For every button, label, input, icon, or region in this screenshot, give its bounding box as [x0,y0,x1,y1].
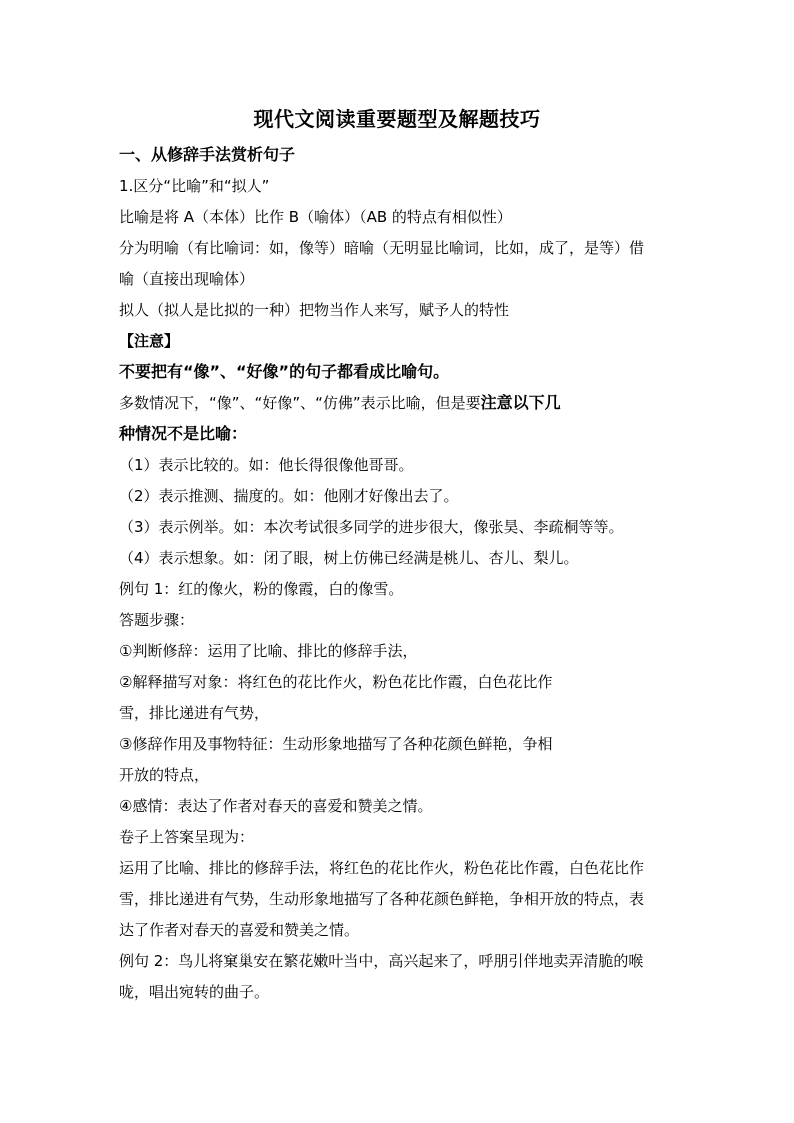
note-bold-statement: 不要把有“像”、“好像”的句子都看成比喻句。 [119,362,450,381]
paragraph-majority-text: 多数情况下，“像”、“好像”、“仿佛”表示比喻，但是要 [119,394,481,412]
step-2-line1: ②解释描写对象：将红色的花比作火，粉色花比作霞，白色花比作 [119,673,553,691]
answer-line-3: 达了作者对春天的喜爱和赞美之情。 [119,921,360,939]
paragraph-metaphor-types-line2: 喻（直接出现喻体） [119,270,255,288]
subsection-heading: 1.区分“比喻”和“拟人” [119,177,270,195]
paragraph-majority-emphasis: 注意以下几 [480,393,561,412]
case-item-2: （2）表示推测、揣度的。如：他刚才好像出去了。 [119,487,459,505]
case-item-1: （1）表示比较的。如：他长得很像他哥哥。 [119,456,414,474]
example-sentence-1: 例句 1：红的像火，粉的像霞，白的像雪。 [119,580,404,598]
answer-steps-label: 答题步骤： [119,611,195,629]
note-label: 【注意】 [119,332,180,350]
example-sentence-2-line1: 例句 2：鸟儿将窠巢安在繁花嫩叶当中，高兴起来了，呼朋引伴地卖弄清脆的喉 [119,952,644,970]
section-heading: 一、从修辞手法赏析句子 [119,145,296,164]
paragraph-majority-line1 [119,393,561,413]
case-item-3: （3）表示例举。如：本次考试很多同学的进步很大，像张昊、李疏桐等等。 [119,518,624,536]
step-2-line2: 雪，排比递进有气势， [119,704,270,722]
step-3-line1: ③修辞作用及事物特征：生动形象地描写了各种花颜色鲜艳，争相 [119,735,553,753]
example-sentence-2-line2: 咙，唱出宛转的曲子。 [119,983,270,1001]
paragraph-majority-line2: 种情况不是比喻： [119,424,248,443]
step-4: ④感情：表达了作者对春天的喜爱和赞美之情。 [119,797,433,815]
paragraph-metaphor-types-line1: 分为明喻（有比喻词：如，像等）暗喻（无明显比喻词，比如，成了，是等）借 [119,239,645,257]
document-title: 现代文阅读重要题型及解题技巧 [253,107,541,131]
step-3-line2: 开放的特点， [119,766,210,784]
answer-line-2: 雪，排比递进有气势，生动形象地描写了各种花颜色鲜艳，争相开放的特点，表 [119,890,645,908]
paragraph-personification: 拟人（拟人是比拟的一种）把物当作人来写，赋予人的特性 [119,301,510,319]
case-item-4: （4）表示想象。如：闭了眼，树上仿佛已经满是桃儿、杏儿、梨儿。 [119,549,579,567]
answer-line-1: 运用了比喻、排比的修辞手法，将红色的花比作火，粉色花比作霞，白色花比作 [119,859,645,877]
paragraph-metaphor-definition: 比喻是将 A（本体）比作 B（喻体）（AB 的特点有相似性） [119,208,512,226]
answer-presentation-label: 卷子上答案呈现为： [119,828,255,846]
step-1: ①判断修辞：运用了比喻、排比的修辞手法， [119,642,418,660]
